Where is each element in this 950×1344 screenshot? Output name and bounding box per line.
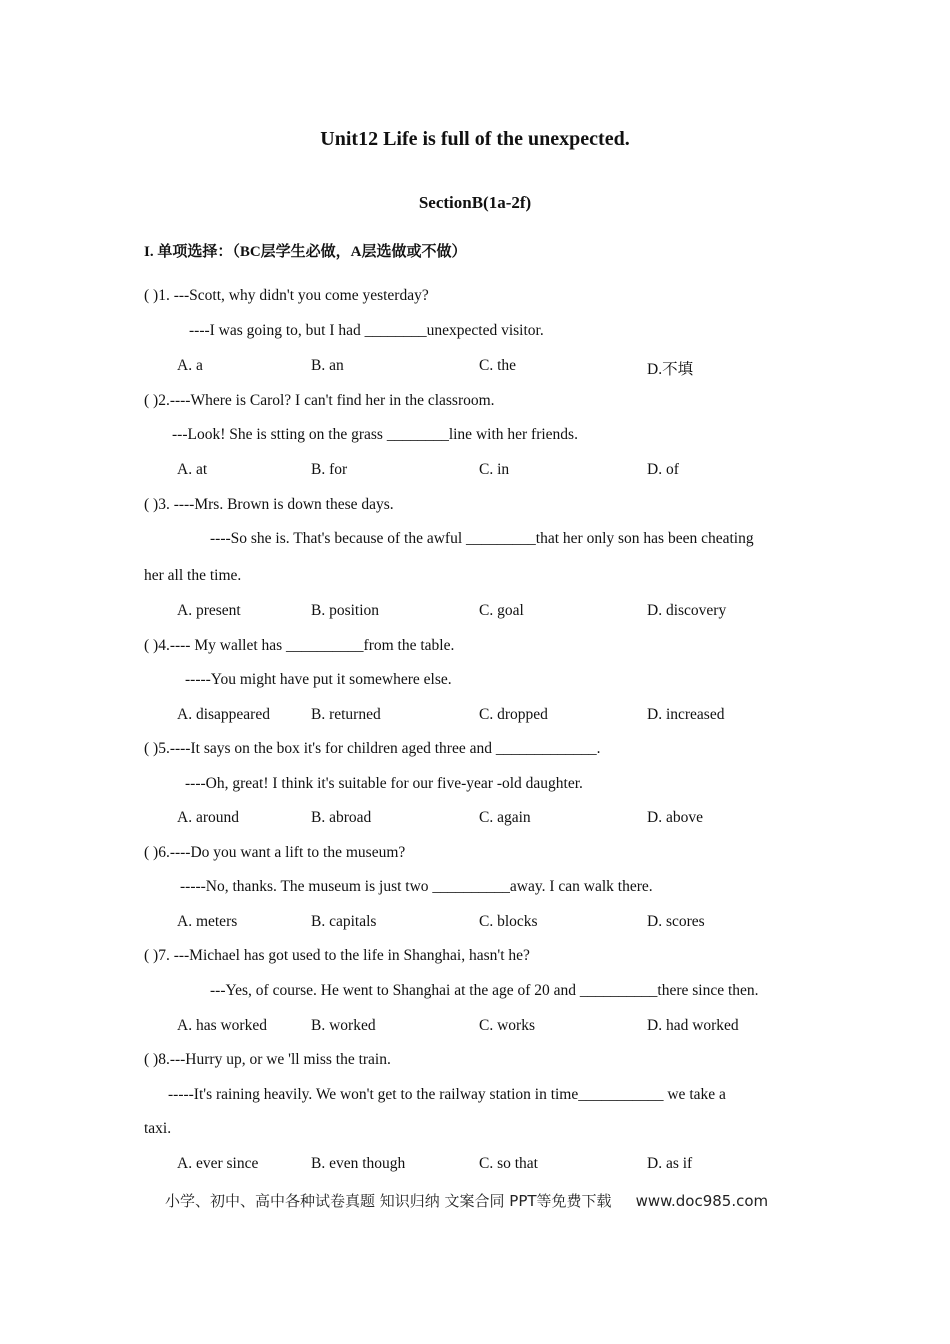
question-4-option-d: D. increased xyxy=(647,706,725,723)
question-8-option-b: B. even though xyxy=(311,1155,406,1172)
question-1-prompt: ( )1. ---Scott, why didn't you come yesterday? xyxy=(144,287,429,304)
question-5-response: ----Oh, great! I think it's suitable for our five-year -old daughter. xyxy=(185,775,583,792)
question-2-option-d: D. of xyxy=(647,461,679,478)
question-8-prompt: ( )8.---Hurry up, or we 'll miss the train. xyxy=(144,1051,391,1068)
question-3-option-b: B. position xyxy=(311,602,380,619)
question-3-response-cont: her all the time. xyxy=(144,567,242,584)
question-8-option-c: C. so that xyxy=(479,1155,538,1172)
question-2-option-a: A. at xyxy=(177,461,208,478)
question-2-option-b: B. for xyxy=(311,461,348,478)
question-1-option-a: A. a xyxy=(177,357,203,374)
question-6-prompt: ( )6.----Do you want a lift to the museum? xyxy=(144,844,406,861)
question-5-option-d: D. above xyxy=(647,809,703,826)
question-6-response: -----No, thanks. The museum is just two __________away. I can walk there. xyxy=(180,878,653,895)
question-7-option-b: B. worked xyxy=(311,1017,376,1034)
question-1-option-c: C. the xyxy=(479,357,517,374)
question-8-option-a: A. ever since xyxy=(177,1155,259,1172)
question-4-option-a: A. disappeared xyxy=(177,706,270,723)
question-5-option-c: C. again xyxy=(479,809,531,826)
question-6-option-b: B. capitals xyxy=(311,913,377,930)
question-2-response: ---Look! She is stting on the grass ________line with her friends. xyxy=(172,426,578,443)
question-7-option-a: A. has worked xyxy=(177,1017,267,1034)
question-7-option-d: D. had worked xyxy=(647,1017,739,1034)
question-7-option-c: C. works xyxy=(479,1017,535,1034)
question-7-prompt: ( )7. ---Michael has got used to the life in Shanghai, hasn't he? xyxy=(144,947,530,964)
question-1-option-d: D.不填 xyxy=(647,361,694,378)
question-4-prompt: ( )4.---- My wallet has __________from the table. xyxy=(144,637,455,654)
question-1-response: ----I was going to, but I had ________unexpected visitor. xyxy=(189,322,544,339)
question-5-prompt: ( )5.----It says on the box it's for children aged three and _____________. xyxy=(144,740,601,757)
question-2-prompt: ( )2.----Where is Carol? I can't find her in the classroom. xyxy=(144,392,495,409)
question-4-option-b: B. returned xyxy=(311,706,381,723)
footer xyxy=(165,1190,768,1211)
question-8-response-cont: taxi. xyxy=(144,1120,172,1137)
question-7-response: ---Yes, of course. He went to Shanghai at the age of 20 and __________there since then. xyxy=(210,982,759,999)
question-5-option-b: B. abroad xyxy=(311,809,372,826)
footer-url[interactable]: www.doc985.com xyxy=(635,1192,769,1210)
question-3-response: ----So she is. That's because of the awful _________that her only son has been cheating xyxy=(210,530,754,547)
footer-text: 小学、初中、高中各种试卷真题 知识归纳 文案合同 PPT等免费下载 xyxy=(165,1192,612,1210)
question-8-response: -----It's raining heavily. We won't get to the railway station in time___________ we take a xyxy=(168,1086,726,1103)
page-title: Unit12 Life is full of the unexpected. xyxy=(320,128,630,150)
question-2-option-c: C. in xyxy=(479,461,510,478)
question-8-option-d: D. as if xyxy=(647,1155,693,1172)
question-4-response: -----You might have put it somewhere else. xyxy=(185,671,452,688)
question-6-option-c: C. blocks xyxy=(479,913,538,930)
question-3-option-a: A. present xyxy=(177,602,241,619)
question-3-option-c: C. goal xyxy=(479,602,524,619)
question-5-option-a: A. around xyxy=(177,809,239,826)
question-3-prompt: ( )3. ----Mrs. Brown is down these days. xyxy=(144,496,394,513)
question-4-option-c: C. dropped xyxy=(479,706,548,723)
question-1-option-b: B. an xyxy=(311,357,344,374)
section-heading: I. 单项选择：（BC层学生必做，A层选做或不做） xyxy=(144,244,467,260)
question-3-option-d: D. discovery xyxy=(647,602,727,619)
question-6-option-a: A. meters xyxy=(177,913,238,930)
question-6-option-d: D. scores xyxy=(647,913,705,930)
section-subtitle: SectionB(1a-2f) xyxy=(418,193,532,212)
